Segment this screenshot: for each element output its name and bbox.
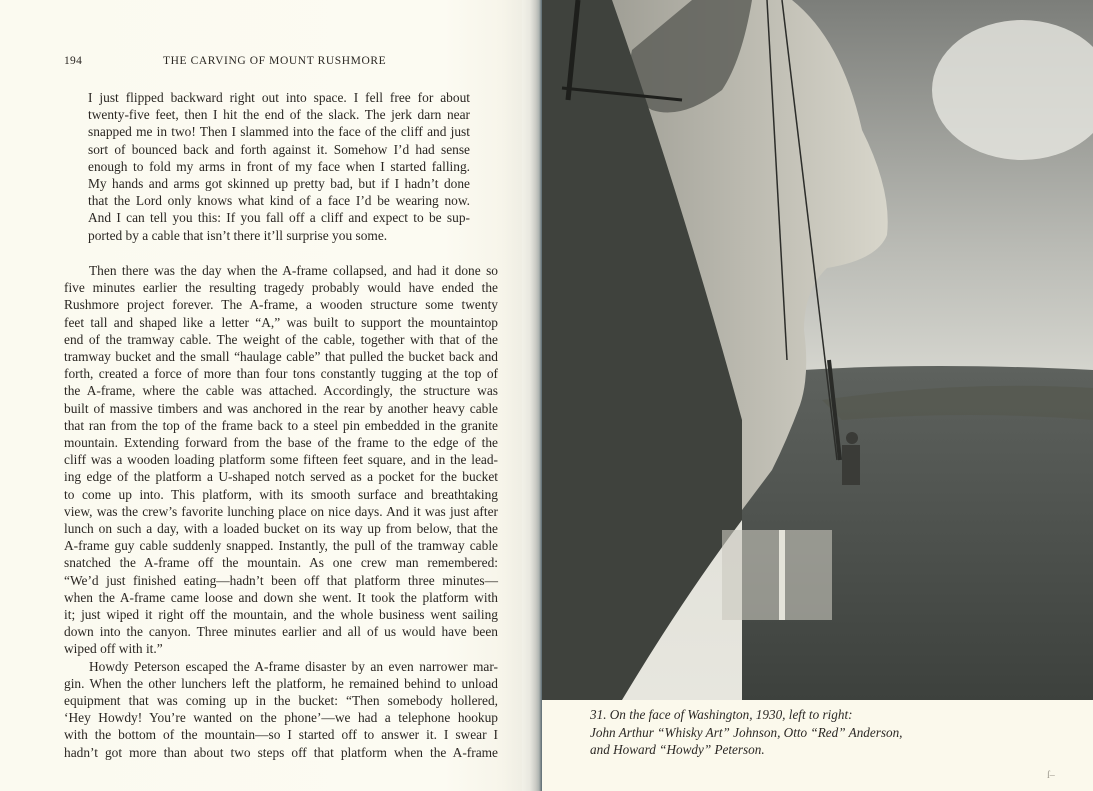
- text-line: Rushmore project forever. The A-frame, a wooden structure some twenty: [64, 297, 498, 313]
- book-gutter: [522, 0, 542, 791]
- text-line: hadn’t got more than about two steps off that platform when the A-frame: [64, 744, 498, 760]
- text-line: built of massive timbers and was anchored in the rear by another heavy cable: [64, 400, 498, 416]
- text-line: that ran from the top of the frame back to a steel pin embedded in the granite: [64, 417, 498, 433]
- text-line: Then there was the day when the A-frame collapsed, and had it done so: [89, 263, 498, 278]
- text-line: with the bottom of the mountain—so I started off to answer it. I swear I: [64, 727, 498, 743]
- text-line: snapped me in two! Then I slammed into the face of the cliff and just: [88, 124, 470, 140]
- text-line: Howdy Peterson escaped the A-frame disaster by an even narrower mar-: [89, 658, 498, 674]
- photo-illustration: [542, 0, 1093, 700]
- text-line: enough to fold my arms in front of my face when I started falling.: [88, 158, 470, 174]
- text-line: My hands and arms got skinned up pretty bad, but if I hadn’t done: [88, 176, 470, 192]
- text-line: five minutes earlier the resulting tragedy probably would have ended the: [64, 280, 498, 296]
- running-title: THE CARVING OF MOUNT RUSHMORE: [163, 55, 387, 67]
- text-line: snatched the A-frame off the mountain. As one crew man remembered:: [64, 555, 498, 571]
- page-number: 194: [64, 55, 83, 67]
- text-line: the A-frame, where the cable was attached. Accordingly, the structure was: [64, 383, 498, 399]
- text-line: view, was the crew’s favorite lunching place on nice days. And it was just after: [64, 503, 498, 519]
- text-line: equipment that was coming up in the bucket: “Then somebody hollered,: [64, 693, 498, 709]
- platform: [722, 530, 832, 620]
- text-line: to come up into. This platform, with its smooth surface and breathtaking: [64, 486, 498, 502]
- text-line: I just flipped backward right out into space. I fell free for about: [88, 90, 470, 105]
- text-line: “We’d just finished eating—hadn’t been off that platform three minutes—: [64, 572, 498, 588]
- caption-line: 31. On the face of Washington, 1930, left to right:: [590, 707, 853, 722]
- caption-line: John Arthur “Whisky Art” Johnson, Otto “Red” Anderson,: [590, 724, 903, 740]
- text-line: And I can tell you this: If you fall off a cliff and expect to be sup-: [88, 210, 470, 226]
- text-line: tramway bucket and the small “haulage cable” that pulled the bucket back and: [64, 349, 498, 365]
- text-line: gin. When the other lunchers left the platform, he remained behind to unload: [64, 675, 498, 691]
- text-line: down into the canyon. Three minutes earlier and all of us would have been: [64, 624, 498, 640]
- text-line: lunch on such a day, with a loaded bucket on its way up from below, that the: [64, 521, 498, 537]
- text-line: when the A-frame came loose and down she went. It took the platform with: [64, 589, 498, 605]
- text-line: ‘Hey Howdy! You’re wanted on the phone’—we had a telephone hookup: [64, 710, 498, 726]
- text-line: A-frame guy cable suddenly snapped. Instantly, the pull of the tramway cable: [64, 538, 498, 554]
- text-line: end of the tramway cable. The weight of the cable, together with that of the: [64, 331, 498, 347]
- block-quote: [88, 89, 470, 244]
- text-line: ported by a cable that isn’t there it’ll surprise you some.: [88, 227, 388, 243]
- body-text: [64, 262, 498, 761]
- text-line: feet tall and shaped like a letter “A,” was built to support the mountaintop: [64, 314, 498, 330]
- text-line: ing edge of the platform a U-shaped notch served as a pocket for the bucket: [64, 469, 498, 485]
- text-line: twenty-five feet, then I hit the end of the slack. The jerk darn near: [88, 107, 470, 123]
- text-line: it; just wiped it right off the mountain, and the whole business went sailing: [64, 607, 498, 623]
- photo-caption: [590, 706, 990, 759]
- text-line: wiped off with it.”: [64, 641, 163, 657]
- worker: [846, 432, 858, 444]
- text-line: that the Lord only knows what kind of a face I’d be wearing now.: [88, 193, 470, 209]
- photograph: [542, 0, 1093, 700]
- text-line: cliff was a wooden loading platform some fifteen feet square, and in the lead-: [64, 452, 498, 468]
- text-line: mountain. Extending forward from the base of the frame to the edge of the: [64, 435, 498, 451]
- worker-body: [842, 445, 860, 485]
- text-line: forth, created a force of more than four tons constantly tugging at the top of: [64, 366, 498, 382]
- stray-mark: ſ–: [1047, 770, 1055, 781]
- running-head: [64, 55, 504, 71]
- text-line: sort of bounced back and forth against it. Somehow I’d had sense: [88, 141, 470, 157]
- caption-line: and Howard “Howdy” Peterson.: [590, 742, 765, 757]
